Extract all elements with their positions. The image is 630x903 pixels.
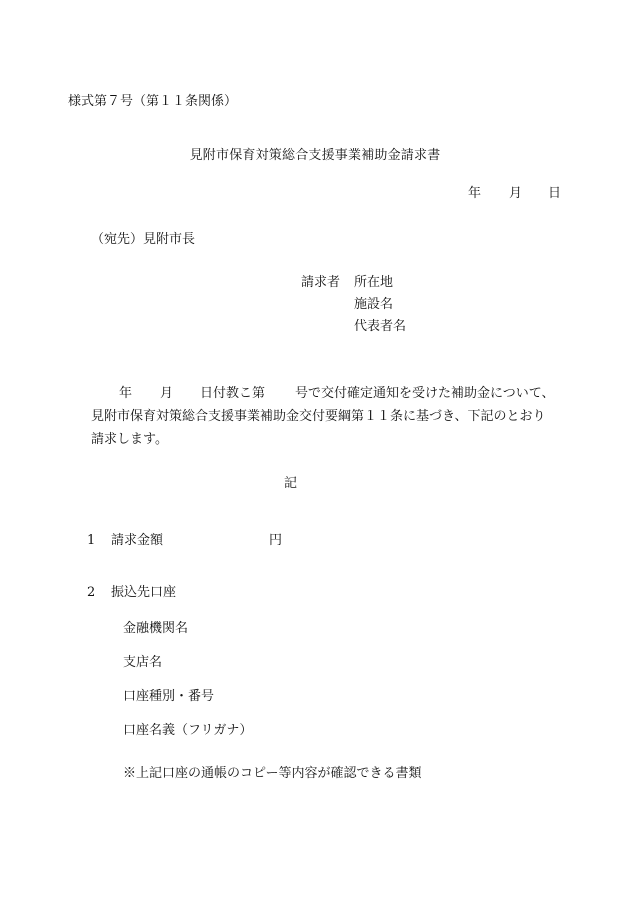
body-line1-rest: 号で交付確定通知を受けた補助金について、 [295,386,555,401]
account-type-number-label: 口座種別・番号 [123,689,215,704]
account-holder-label: 口座名義（フリガナ） [123,723,253,738]
date-day: 日 [548,186,562,201]
item-1-number: 1 [87,533,96,548]
body-month: 月 [160,386,174,401]
amount-unit: 円 [269,533,283,548]
requester-label: 請求者 [301,275,341,290]
body-line3: 請求します。 [91,432,168,447]
branch-name-label: 支店名 [123,655,163,670]
item-2-label: 振込先口座 [111,585,177,600]
body-line2: 見附市保育対策総合支援事業補助金交付要綱第１１条に基づき、下記のとおり [91,409,546,424]
bank-name-label: 金融機関名 [123,621,189,636]
date-year: 年 [468,186,482,201]
requester-address-label: 所在地 [354,275,394,290]
form-number: 様式第７号（第１１条関係） [68,94,238,109]
requester-representative-label: 代表者名 [354,319,407,334]
body-year: 年 [119,386,133,401]
addressee: （宛先）見附市長 [91,232,196,247]
requester-facility-label: 施設名 [354,297,394,312]
ki-heading: 記 [284,476,298,491]
item-1-label: 請求金額 [111,533,164,548]
document-title: 見附市保育対策総合支援事業補助金請求書 [189,148,441,163]
item-2-number: 2 [87,585,96,600]
date-month: 月 [509,186,523,201]
body-dated-notice: 日付教こ第 [200,386,266,401]
attachment-note: ※上記口座の通帳のコピー等内容が確認できる書類 [123,766,422,781]
